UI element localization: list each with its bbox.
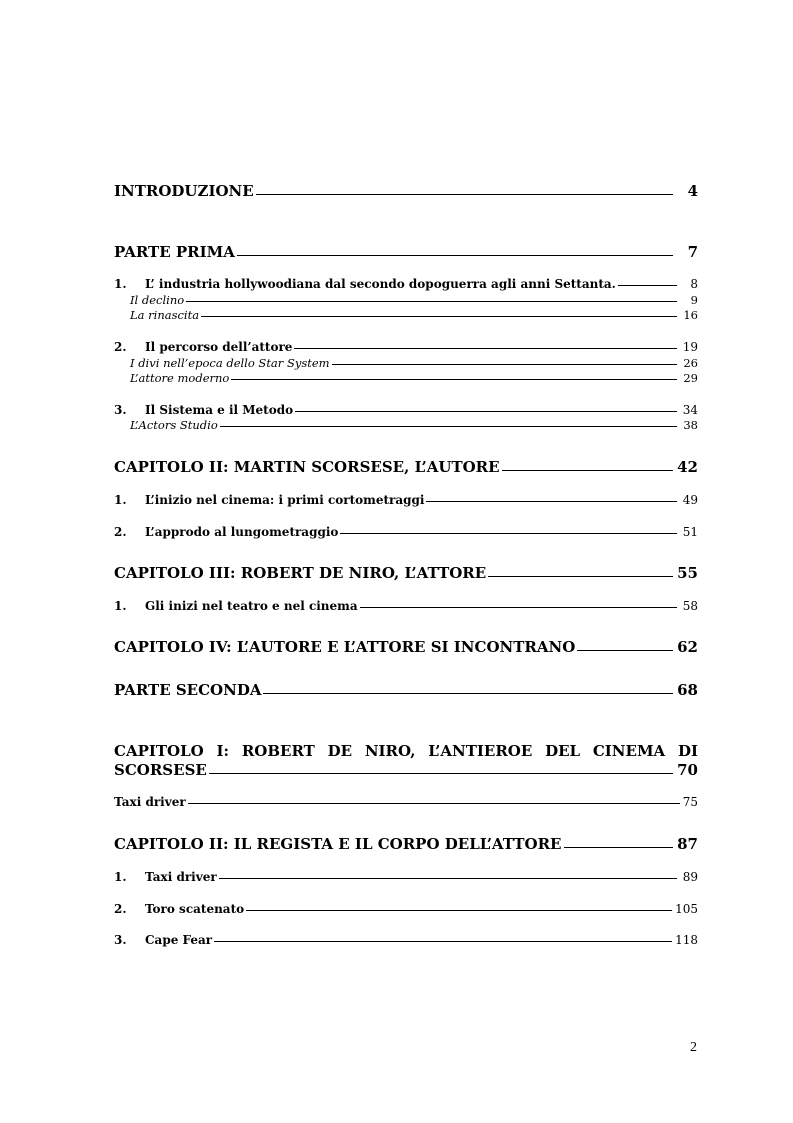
toc-entry-number: 3. (114, 933, 127, 947)
toc-entry-page: 58 (682, 599, 698, 613)
leader-line (294, 348, 677, 349)
toc-entry-page: 70 (677, 761, 698, 779)
toc-entry-number: 2. (114, 340, 127, 354)
leader-line (295, 411, 677, 412)
toc-entry-page: 75 (682, 795, 698, 809)
toc-entry-number: 1. (114, 277, 127, 291)
toc-entry-label: CAPITOLO II: IL REGISTA E IL CORPO DELL’ATTORE (114, 835, 562, 853)
toc-entry-label: Il Sistema e il Metodo (145, 403, 294, 417)
toc-entry-page: 89 (682, 870, 698, 884)
leader-line (332, 364, 677, 365)
toc-entry-number: 2. (114, 902, 127, 916)
toc-entry-page: 4 (687, 182, 698, 200)
toc-entry-capI-line1[interactable]: CAPITOLO I: ROBERT DE NIRO, L’ANTIEROE DEL CINEMA DI (114, 742, 698, 760)
toc-entry-page: 7 (687, 243, 698, 261)
leader-line (340, 533, 677, 534)
toc-entry-label: Cape Fear (145, 933, 213, 947)
leader-line (564, 847, 674, 848)
toc-entry-page: 8 (690, 277, 698, 291)
toc-entry-page: 68 (677, 681, 698, 699)
toc-entry-label: L’attore moderno (130, 371, 230, 385)
toc-entry-label: Taxi driver (145, 870, 217, 884)
toc-entry-number: 1. (114, 493, 127, 507)
toc-entry-number: 1. (114, 870, 127, 884)
leader-line (201, 316, 677, 317)
toc-entry-page: 16 (683, 308, 698, 322)
leader-line (246, 910, 672, 911)
toc-entry-label: Taxi driver (114, 795, 186, 809)
toc-entry-number: 1. (114, 599, 127, 613)
toc-entry-cap2[interactable] (114, 458, 698, 476)
toc-entry-cap3-1[interactable] (114, 599, 698, 613)
toc-entry-label: INTRODUZIONE (114, 182, 254, 200)
toc-entry-capI[interactable] (114, 761, 698, 779)
leader-line (502, 470, 673, 471)
leader-line (220, 426, 677, 427)
toc-entry-page: 34 (682, 403, 698, 417)
leader-line (426, 501, 677, 502)
toc-entry-label: CAPITOLO IV: L’AUTORE E L’ATTORE SI INCONTRANO (114, 638, 576, 656)
toc-entry-label: L’approdo al lungometraggio (145, 525, 339, 539)
toc-entry-label: L’ industria hollywoodiana dal secondo dopoguerra agli anni Settanta. (145, 277, 616, 291)
toc-entry-s1[interactable] (114, 277, 698, 291)
toc-entry-cap2-2[interactable] (114, 525, 698, 539)
toc-entry-page: 19 (682, 340, 698, 354)
toc-entry-capII-3[interactable] (114, 933, 698, 947)
leader-line (237, 255, 673, 256)
toc-entry-label: Toro scatenato (145, 902, 245, 916)
toc-entry-page: 105 (675, 902, 698, 916)
toc-entry-page: 118 (675, 933, 698, 947)
leader-line (214, 941, 672, 942)
toc-entry-page: 62 (677, 638, 698, 656)
toc-entry-page: 55 (677, 564, 698, 582)
toc-entry-page: 51 (682, 525, 698, 539)
toc-entry-page: 49 (682, 493, 698, 507)
leader-line (488, 576, 673, 577)
leader-line (188, 803, 680, 804)
toc-entry-label: PARTE PRIMA (114, 243, 235, 261)
toc-entry-page: 29 (683, 371, 698, 385)
leader-line (577, 650, 673, 651)
toc-entry-cap4[interactable] (114, 638, 698, 656)
toc-entry-number: 3. (114, 403, 127, 417)
toc-entry-label: La rinascita (130, 308, 200, 322)
toc-entry-label: Il percorso dell’attore (145, 340, 293, 354)
toc-entry-capII-1[interactable] (114, 870, 698, 884)
toc-entry-cap3[interactable] (114, 564, 698, 582)
leader-line (618, 285, 677, 286)
toc-entry-s3a[interactable] (130, 418, 698, 432)
page-number: 2 (690, 1040, 697, 1055)
leader-line (360, 607, 677, 608)
toc-entry-s3[interactable] (114, 403, 698, 417)
toc-entry-s2a[interactable] (130, 356, 698, 370)
toc-entry-s1b[interactable] (130, 308, 698, 322)
toc-entry-page: 9 (690, 293, 698, 307)
toc-entry-cap2-1[interactable] (114, 493, 698, 507)
toc-entry-label: CAPITOLO III: ROBERT DE NIRO, L’ATTORE (114, 564, 487, 582)
toc-entry-page: 87 (677, 835, 698, 853)
leader-line (231, 379, 677, 380)
toc-entry-s1a[interactable] (130, 293, 698, 307)
leader-line (186, 301, 677, 302)
toc-entry-page: 26 (683, 356, 698, 370)
toc-entry-label: I divi nell’epoca dello Star System (130, 356, 330, 370)
toc-entry-label: SCORSESE (114, 761, 207, 779)
leader-line (219, 878, 677, 879)
toc-entry-label: L’inizio nel cinema: i primi cortometraggi (145, 493, 425, 507)
toc-entry-parte-prima[interactable] (114, 243, 698, 261)
toc-entry-number: 2. (114, 525, 127, 539)
toc-entry-capII[interactable] (114, 835, 698, 853)
leader-line (263, 693, 673, 694)
toc-entry-taxi-driver[interactable] (114, 795, 698, 809)
toc-entry-parte-seconda[interactable] (114, 681, 698, 699)
toc-entry-page: 38 (683, 418, 698, 432)
toc-entry-label: PARTE SECONDA (114, 681, 262, 699)
toc-entry-label: Gli inizi nel teatro e nel cinema (145, 599, 358, 613)
leader-line (209, 773, 673, 774)
toc-entry-capII-2[interactable] (114, 902, 698, 916)
toc-entry-label: CAPITOLO II: MARTIN SCORSESE, L’AUTORE (114, 458, 500, 476)
toc-entry-page: 42 (677, 458, 698, 476)
toc-entry-label: L’Actors Studio (130, 418, 218, 432)
toc-entry-introduzione[interactable] (114, 182, 698, 200)
toc-entry-label: Il declino (130, 293, 185, 307)
toc-entry-s2b[interactable] (130, 371, 698, 385)
toc-entry-s2[interactable] (114, 340, 698, 354)
leader-line (256, 194, 673, 195)
